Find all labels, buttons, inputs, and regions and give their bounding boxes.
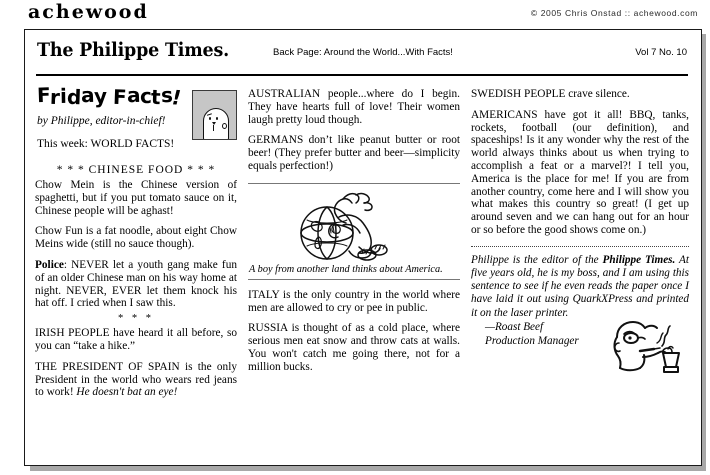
site-logo[interactable]: achewood (28, 1, 149, 23)
newspaper-page (24, 29, 702, 466)
site-topbar (0, 0, 710, 30)
signature-title: Production Manager (485, 334, 579, 347)
column-two (248, 82, 460, 460)
police-text: : NEVER let a youth gang make fun of an older Chinese man on his way home at night. NEVER, EVER let them knock his hat off. I cried when I saw this. (35, 258, 237, 310)
editor-note-post: At five years old, he is my boss, and I am using this sentence to see if he even reads the paper once I have laid it out using QuarkXPress and printed it on the laser printer. (471, 253, 689, 319)
police-label: Police (35, 258, 64, 271)
paragraph-italy: ITALY is the only country in the world where men are allowed to cry or pee in public. (248, 288, 460, 314)
paragraph-swedish: SWEDISH PEOPLE crave silence. (471, 88, 630, 100)
globe-figure (248, 183, 460, 280)
newspaper-title: The Philippe Times. (37, 39, 230, 61)
masthead-rule (36, 74, 688, 76)
portrait-eye-right (216, 117, 218, 120)
copyright-notice: © 2005 Chris Onstad :: achewood.com (530, 8, 698, 18)
boy-hugging-globe-illustration (279, 187, 429, 263)
star-divider: * * * (118, 313, 154, 325)
signature-name: —Roast Beef (485, 320, 544, 333)
chinese-food-section-header: * * * CHINESE FOOD * * * (56, 164, 216, 176)
paragraph-australian: AUSTRALIAN people...where do I begin. They have hearts full of love! Their women laugh pretty loud though. (248, 88, 460, 126)
masthead-volume: Vol 7 No. 10 (635, 47, 687, 58)
spain-italic-text: He doesn't bat an eye! (76, 386, 178, 399)
paragraph-germans: GERMANS don’t like peanut butter or root beer! (They prefer butter and beer—simplicity equals perfection!) (248, 134, 460, 172)
paragraph-irish: IRISH PEOPLE have heard it all before, so you can “take a hike.” (35, 327, 237, 352)
signature-block (471, 321, 689, 377)
column-three (471, 82, 689, 460)
paragraph-americans: AMERICANS have got it all! BBQ, tanks, rockets, football (our definition), and spaceships! Is it any wonder why the rest of the world always thinks about us when trying to accomplish a feat or a marvel?! I tell you, America is the place for me! If you are from another country, come here and I will show you what makes this country so great! (I get up around seven and we can hang out for an hour or so before the good shows come on.) (471, 108, 689, 236)
editor-note (471, 254, 689, 320)
column-one (35, 82, 237, 460)
paragraph-spain (35, 361, 237, 399)
roast-beef-smoking-illustration (607, 319, 683, 377)
article-byline: by Philippe, editor-in-chief! (37, 115, 166, 127)
masthead-section-label: Back Page: Around the World...With Facts! (273, 47, 453, 58)
portrait-cheek (222, 123, 227, 129)
paragraph-chow-mein: Chow Mein is the Chinese version of spaghetti, but if you put tomato sauce on it, Chinese people will be aghast! (35, 179, 237, 217)
masthead (25, 30, 701, 78)
paragraph-russia: RUSSIA is thought of as a cold place, where serious men eat snow and throw cats at walls. You won't catch me going there, not for a million bucks. (248, 322, 460, 373)
figure-caption: A boy from another land thinks about America. (249, 263, 443, 275)
portrait-eye-left (209, 117, 211, 120)
editor-note-paper-name: Philippe Times. (602, 253, 676, 266)
article-headline: Friday Facts! (36, 82, 182, 110)
paragraph-police (35, 259, 237, 310)
article-columns (35, 82, 691, 460)
paragraph-chow-fun: Chow Fun is a fat noodle, about eight Chow Meins wide (still no sauce though). (35, 225, 237, 251)
this-week-label: This week: WORLD FACTS! (37, 138, 175, 150)
portrait-mouth (213, 125, 214, 131)
spain-text: THE PRESIDENT OF SPAIN is the only President in the world who wears red jeans to work! (35, 360, 237, 399)
editor-note-divider (471, 246, 689, 247)
philippe-portrait (192, 90, 237, 140)
editor-note-pre: Philippe is the editor of the (471, 253, 603, 266)
